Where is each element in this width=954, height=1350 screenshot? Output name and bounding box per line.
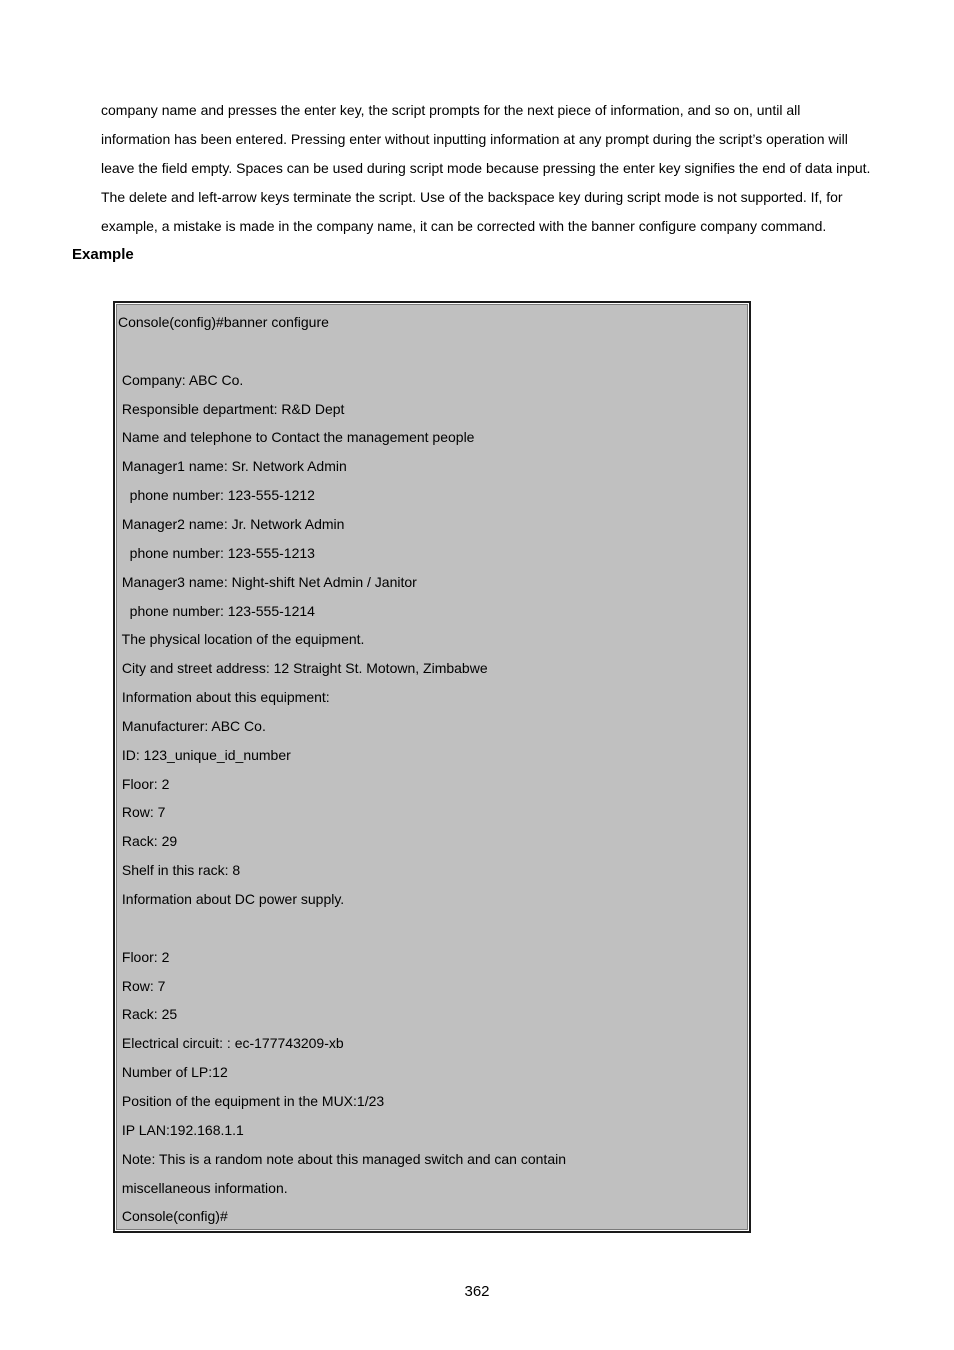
console-line: Manager3 name: Night-shift Net Admin / Janitor xyxy=(118,573,417,590)
console-line: miscellaneous information. xyxy=(118,1179,288,1196)
console-line: Manager2 name: Jr. Network Admin xyxy=(118,515,345,532)
console-line: Electrical circuit: : ec-177743209-xb xyxy=(118,1035,344,1052)
console-line: The physical location of the equipment. xyxy=(118,631,365,648)
console-line: Rack: 25 xyxy=(118,1006,178,1023)
paragraph-line: information has been entered. Pressing enter without inputting information at any prompt during the script’s operation will xyxy=(101,131,848,147)
console-line: phone number: 123-555-1212 xyxy=(118,487,315,504)
console-line: Console(config)#banner configure xyxy=(118,314,329,330)
section-heading: Example xyxy=(72,246,134,263)
paragraph-line: company name and presses the enter key, the script prompts for the next piece of information, and so on, until all xyxy=(101,102,801,118)
console-line: Note: This is a random note about this managed switch and can contain xyxy=(118,1150,567,1167)
console-line: Console(config)# xyxy=(118,1208,228,1225)
console-line: Floor: 2 xyxy=(118,948,170,965)
console-line: Row: 7 xyxy=(118,804,166,821)
console-line: Name and telephone to Contact the management people xyxy=(118,429,475,446)
console-line: Company: ABC Co. xyxy=(118,371,244,388)
console-line: Rack: 29 xyxy=(118,833,178,850)
console-line: phone number: 123-555-1213 xyxy=(118,544,315,561)
console-line: IP LAN:192.168.1.1 xyxy=(118,1121,244,1138)
console-line: Manager1 name: Sr. Network Admin xyxy=(118,458,347,475)
paragraph-line: leave the field empty. Spaces can be used during script mode because pressing the enter key signifies the end of data input. xyxy=(101,160,871,176)
console-line: City and street address: 12 Straight St. Motown, Zimbabwe xyxy=(118,660,488,677)
page-number: 362 xyxy=(464,1283,490,1300)
console-line: Information about DC power supply. xyxy=(118,891,345,907)
paragraph-line: example, a mistake is made in the company name, it can be corrected with the banner configure company command. xyxy=(101,218,827,234)
console-example-box xyxy=(113,301,751,1233)
console-line: ID: 123_unique_id_number xyxy=(118,746,291,763)
console-line: Position of the equipment in the MUX:1/23 xyxy=(118,1092,385,1109)
console-line: Row: 7 xyxy=(118,977,166,994)
console-line: Responsible department: R&D Dept xyxy=(118,400,345,417)
console-line: Information about this equipment: xyxy=(118,689,330,706)
console-line: Floor: 2 xyxy=(118,775,170,792)
body-paragraph xyxy=(101,96,901,241)
console-line: Manufacturer: ABC Co. xyxy=(118,717,266,734)
console-line: Number of LP:12 xyxy=(118,1064,228,1081)
console-line: phone number: 123-555-1214 xyxy=(118,602,315,619)
paragraph-line: The delete and left-arrow keys terminate the script. Use of the backspace key during script mode is not supported. If, for xyxy=(101,189,843,205)
console-line: Shelf in this rack: 8 xyxy=(118,862,241,879)
